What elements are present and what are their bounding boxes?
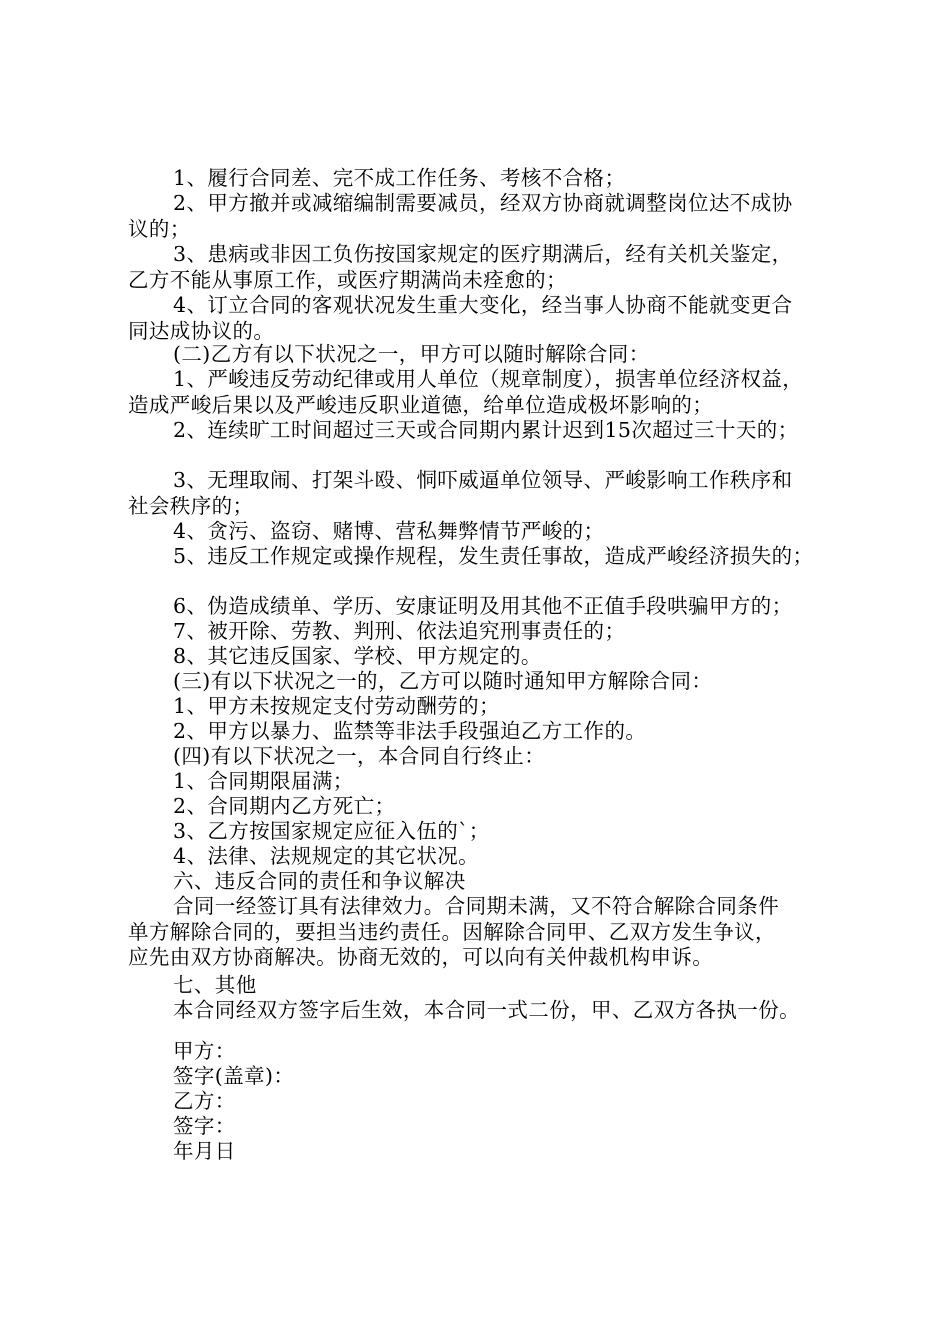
paragraph xyxy=(128,619,838,645)
paragraph xyxy=(128,669,838,695)
party-b-label: 乙方： xyxy=(173,1089,236,1113)
paragraph xyxy=(128,544,838,570)
paragraph xyxy=(128,418,838,444)
paragraph-line: 3、无理取闹、打架斗殴、恫吓威逼单位领导、严峻影响工作秩序和 xyxy=(173,468,793,492)
paragraph-line: 2、合同期内乙方死亡； xyxy=(173,794,396,818)
paragraph-line: 4、贪污、盗窃、赌博、营私舞弊情节严峻的； xyxy=(173,519,605,543)
paragraph xyxy=(128,744,838,770)
paragraph-line: 六、违反合同的责任和争议解决 xyxy=(173,869,466,893)
paragraph-line: 1、甲方未按规定支付劳动酬劳的； xyxy=(173,694,500,718)
paragraph xyxy=(128,719,838,745)
paragraph xyxy=(128,342,838,368)
paragraph-line: 3、乙方按国家规定应征入伍的`； xyxy=(173,819,490,843)
paragraph xyxy=(128,166,838,192)
paragraph xyxy=(128,293,838,344)
paragraph-line: 5、违反工作规定或操作规程，发生责任事故，造成严峻经济损失的； xyxy=(173,544,814,568)
paragraph-line: (二)乙方有以下状况之一，甲方可以随时解除合同： xyxy=(173,342,650,366)
paragraph-line: 单方解除合同的，要担当违约责任。因解除合同甲、乙双方发生争议， xyxy=(128,919,776,944)
paragraph-line: 议的； xyxy=(128,216,191,241)
paragraph xyxy=(128,844,838,870)
signature-seal-label: 签字(盖章)： xyxy=(173,1064,295,1088)
paragraph xyxy=(128,367,838,418)
paragraph-line: 应先由双方协商解决。协商无效的，可以向有关仲裁机构申诉。 xyxy=(128,945,714,969)
paragraph xyxy=(128,998,838,1024)
paragraph-line: 本合同经双方签字后生效，本合同一式二份，甲、乙双方各执一份。 xyxy=(173,998,800,1022)
paragraph xyxy=(128,519,838,545)
paragraph xyxy=(128,794,838,820)
paragraph xyxy=(128,869,838,895)
paragraph-line: 2、连续旷工时间超过三天或合同期内累计迟到15次超过三十天的； xyxy=(173,418,799,442)
paragraph-line: 1、严峻违反劳动纪律或用人单位（规章制度），损害单位经济权益， xyxy=(173,367,804,391)
paragraph xyxy=(128,242,838,293)
paragraph-line: 社会秩序的； xyxy=(128,493,254,518)
paragraph xyxy=(128,769,838,795)
paragraph-line: 4、法律、法规规定的其它状况。 xyxy=(173,844,480,868)
paragraph-line: 8、其它违反国家、学校、甲方规定的。 xyxy=(173,644,542,668)
paragraph xyxy=(128,694,838,720)
paragraph-line: 乙方不能从事原工作，或医疗期满尚未痊愈的； xyxy=(128,267,567,292)
paragraph-line: 6、伪造成绩单、学历、安康证明及用其他不正值手段哄骗甲方的； xyxy=(173,594,793,618)
party-a-label: 甲方： xyxy=(173,1039,236,1063)
paragraph-line: 造成严峻后果以及严峻违反职业道德，给单位造成极坏影响的； xyxy=(128,392,714,417)
date-label: 年月日 xyxy=(173,1139,236,1163)
paragraph-line: 1、合同期限届满； xyxy=(173,769,354,793)
paragraph-line: 2、甲方撤并或减缩编制需要减员，经双方协商就调整岗位达不成协 xyxy=(173,191,793,215)
paragraph-line: 合同一经签订具有法律效力。合同期未满，又不符合解除合同条件 xyxy=(173,894,780,918)
paragraph-line: 3、患病或非因工负伤按国家规定的医疗期满后，经有关机关鉴定， xyxy=(173,242,793,266)
paragraph xyxy=(128,594,838,620)
paragraph xyxy=(128,468,838,519)
paragraph-line: (四)有以下状况之一，本合同自行终止： xyxy=(173,744,546,768)
paragraph-line: 1、履行合同差、完不成工作任务、考核不合格； xyxy=(173,166,626,190)
paragraph xyxy=(128,644,838,670)
paragraph-line: (三)有以下状况之一的，乙方可以随时通知甲方解除合同： xyxy=(173,669,713,693)
paragraph-line: 2、甲方以暴力、监禁等非法手段强迫乙方工作的。 xyxy=(173,719,647,743)
signature-label: 签字： xyxy=(173,1114,236,1138)
paragraph-line: 7、被开除、劳教、判刑、依法追究刑事责任的； xyxy=(173,619,626,643)
paragraph xyxy=(128,191,838,242)
paragraph-line: 4、订立合同的客观状况发生重大变化，经当事人协商不能就变更合 xyxy=(173,293,793,317)
paragraph-line: 同达成协议的。 xyxy=(128,318,275,343)
paragraph-line: 七、其他 xyxy=(173,973,257,997)
paragraph xyxy=(128,894,838,971)
paragraph xyxy=(128,973,838,999)
paragraph xyxy=(128,819,838,845)
